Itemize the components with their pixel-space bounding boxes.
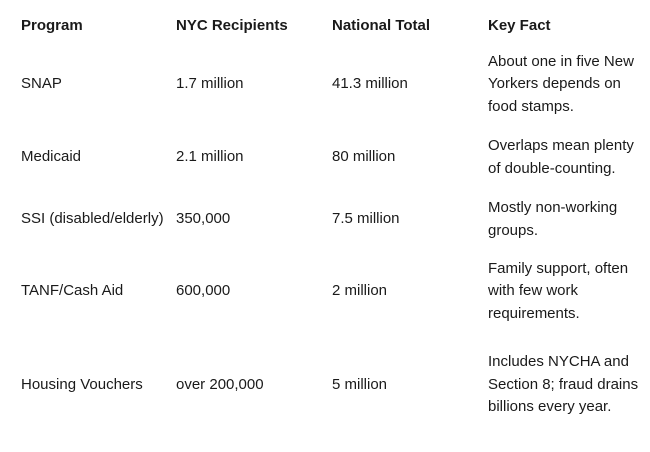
table-row <box>15 124 645 191</box>
cell-nyc-recipients: 1.7 million <box>176 75 244 92</box>
header-program: Program <box>21 17 83 34</box>
cell-program: Medicaid <box>21 148 82 166</box>
cell-national-total: 41.3 million <box>332 75 408 92</box>
header-national-total: National Total <box>332 17 431 34</box>
cell-program: SNAP <box>21 75 62 92</box>
cell-nyc-recipients: over 200,000 <box>176 375 264 393</box>
cell-national-total: 2 million <box>332 282 388 300</box>
cell-program: SSI (disabled/elderly) <box>21 210 164 228</box>
header-nyc-recipients: NYC Recipients <box>176 17 288 34</box>
benefits-table <box>15 8 645 435</box>
cell-program: TANF/Cash Aid <box>21 282 124 300</box>
cell-key-fact: Overlaps mean plenty of double-counting. <box>488 137 634 177</box>
cell-nyc-recipients: 2.1 million <box>176 148 244 166</box>
table-row <box>15 248 645 335</box>
cell-key-fact: About one in five New Yorkers depends on food stamps. <box>488 52 634 115</box>
cell-nyc-recipients: 350,000 <box>176 210 231 228</box>
cell-national-total: 5 million <box>332 375 388 393</box>
table-row <box>15 191 645 248</box>
cell-key-fact: Family support, often with few work requirements. <box>488 259 629 322</box>
cell-nyc-recipients: 600,000 <box>176 282 231 300</box>
table-row <box>15 45 645 125</box>
table-header-row <box>15 8 645 45</box>
table-row <box>15 335 645 435</box>
header-key-fact: Key Fact <box>488 17 551 34</box>
cell-key-fact: Mostly non-working groups. <box>488 199 618 239</box>
cell-national-total: 7.5 million <box>332 210 400 228</box>
cell-program: Housing Vouchers <box>21 375 143 393</box>
cell-key-fact: Includes NYCHA and Section 8; fraud drains billions every year. <box>488 353 639 416</box>
cell-national-total: 80 million <box>332 148 396 166</box>
